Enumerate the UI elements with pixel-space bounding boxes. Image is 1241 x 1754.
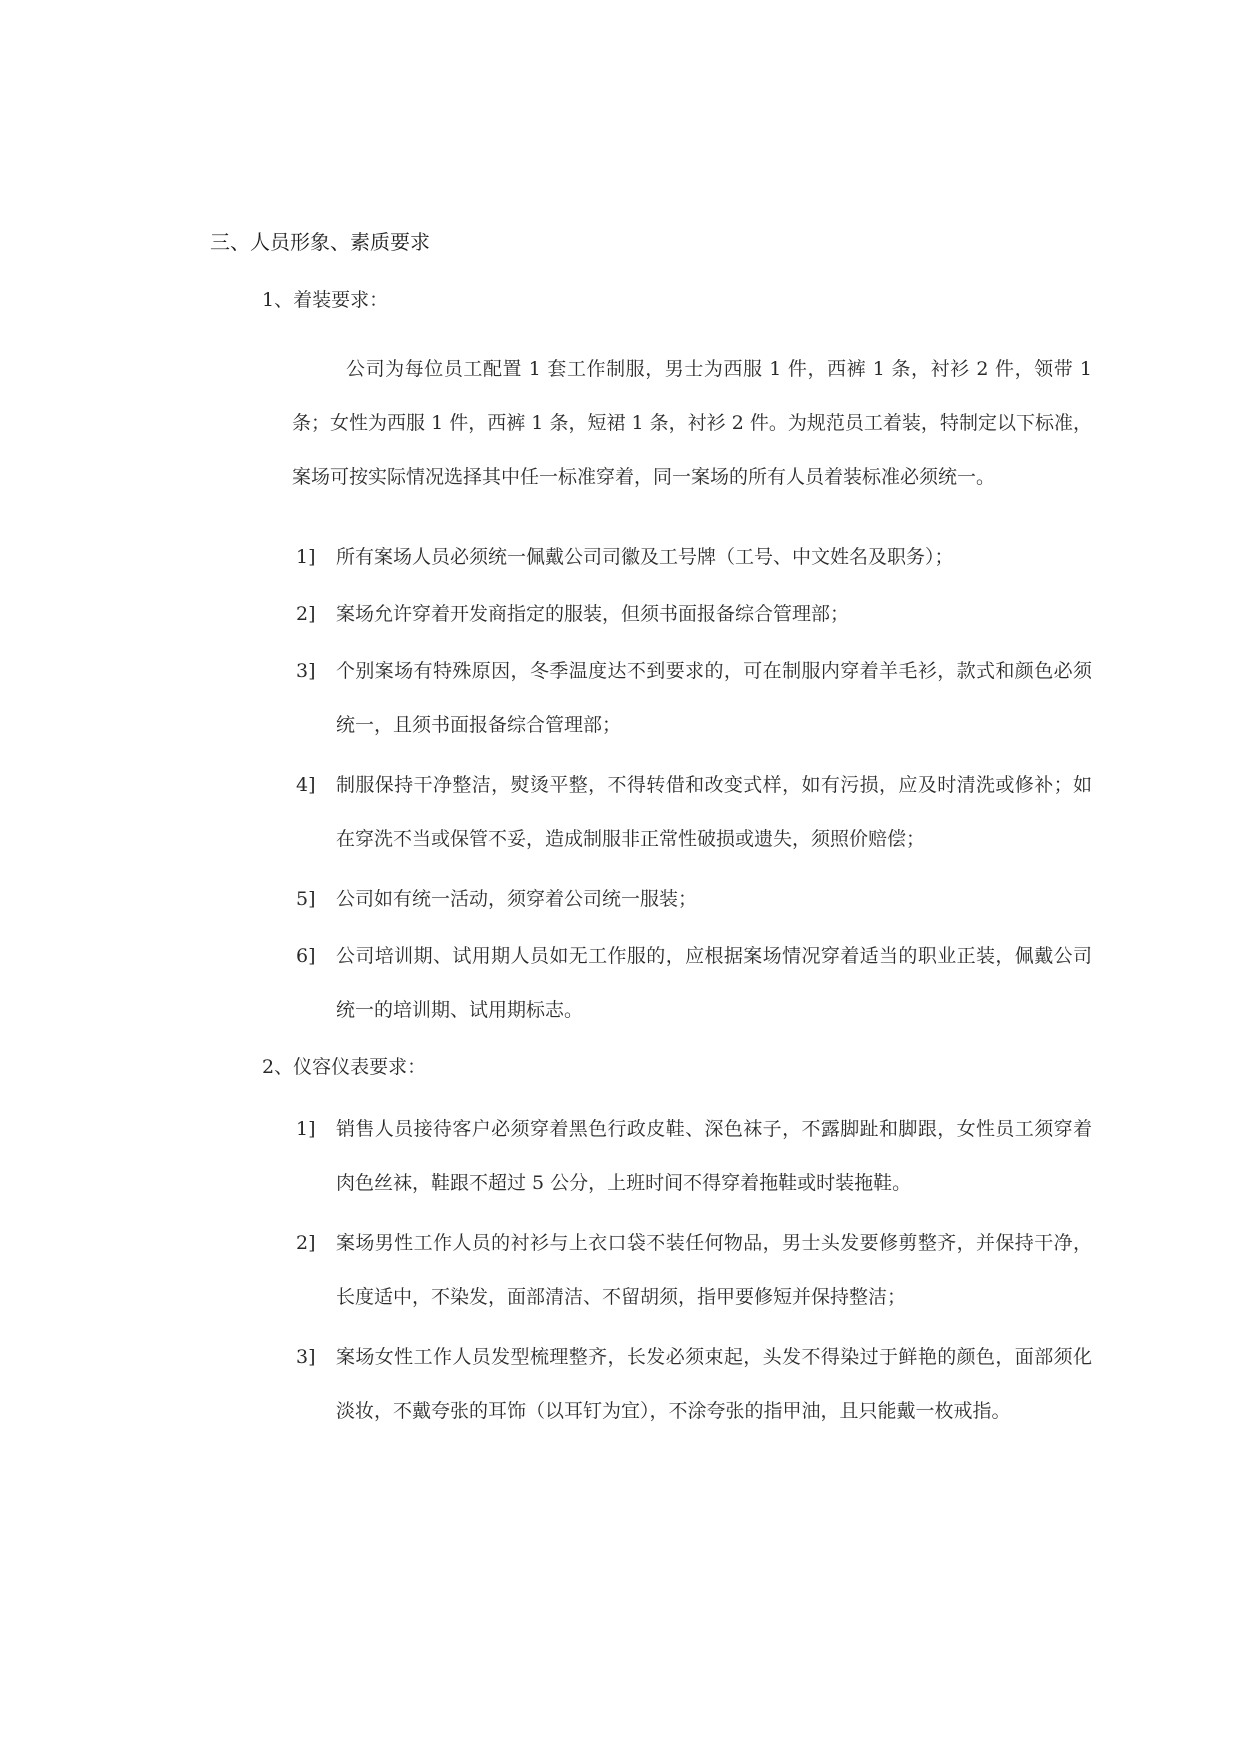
item-text: 案场允许穿着开发商指定的服装，但须书面报备综合管理部； (336, 603, 850, 625)
dress-code-item (292, 530, 1092, 584)
item-number: 2] (296, 1232, 316, 1254)
appearance-item (292, 1216, 1092, 1324)
dress-code-item (292, 644, 1092, 752)
item-number: 5] (296, 888, 316, 910)
dress-code-item (292, 929, 1092, 1037)
dress-code-item (292, 587, 1092, 641)
item-number: 3] (296, 1346, 316, 1368)
appearance-item (292, 1102, 1092, 1210)
item-text: 案场男性工作人员的衬衫与上衣口袋不装任何物品，男士头发要修剪整齐，并保持干净，长度适中，不染发，面部清洁、不留胡须，指甲要修短并保持整洁； (336, 1232, 1092, 1308)
item-number: 3] (296, 660, 316, 682)
dress-code-intro-paragraph: 公司为每位员工配置 1 套工作制服，男士为西服 1 件，西裤 1 条，衬衫 2 件，领带 1 条；女性为西服 1 件，西裤 1 条，短裙 1 条，衬衫 2 件。为规范员工着装，特制定以下标准，案场可按实际情况选择其中任一标准穿着，同一案场的所有人员着装标准必须统一。 (292, 358, 1092, 488)
item-text: 个别案场有特殊原因，冬季温度达不到要求的，可在制服内穿着羊毛衫，款式和颜色必须统一，且须书面报备综合管理部； (336, 660, 1092, 736)
item-text: 制服保持干净整洁，熨烫平整，不得转借和改变式样，如有污损，应及时清洗或修补；如在穿洗不当或保管不妥，造成制服非正常性破损或遗失，须照价赔偿； (336, 774, 1092, 850)
section-heading: 三、人员形象、素质要求 (210, 230, 430, 254)
dress-code-item (292, 872, 1092, 926)
item-text: 公司如有统一活动，须穿着公司统一服装； (336, 888, 698, 910)
item-text: 案场女性工作人员发型梳理整齐，长发必须束起，头发不得染过于鲜艳的颜色，面部须化淡妆，不戴夸张的耳饰（以耳钉为宜），不涂夸张的指甲油，且只能戴一枚戒指。 (336, 1346, 1092, 1422)
item-number: 6] (296, 945, 316, 967)
item-number: 1] (296, 546, 316, 568)
item-number: 4] (296, 774, 316, 796)
item-text: 所有案场人员必须统一佩戴公司司徽及工号牌（工号、中文姓名及职务）； (336, 546, 954, 568)
dress-code-item (292, 758, 1092, 866)
item-text: 公司培训期、试用期人员如无工作服的，应根据案场情况穿着适当的职业正装，佩戴公司统一的培训期、试用期标志。 (336, 945, 1092, 1021)
appearance-item (292, 1330, 1092, 1438)
appearance-heading: 2、仪容仪表要求： (262, 1056, 427, 1078)
item-number: 1] (296, 1118, 316, 1140)
item-number: 2] (296, 603, 316, 625)
dress-code-heading: 1、着装要求： (262, 289, 389, 311)
item-text: 销售人员接待客户必须穿着黑色行政皮鞋、深色袜子，不露脚趾和脚跟，女性员工须穿着肉色丝袜，鞋跟不超过 5 公分，上班时间不得穿着拖鞋或时装拖鞋。 (336, 1118, 1092, 1194)
